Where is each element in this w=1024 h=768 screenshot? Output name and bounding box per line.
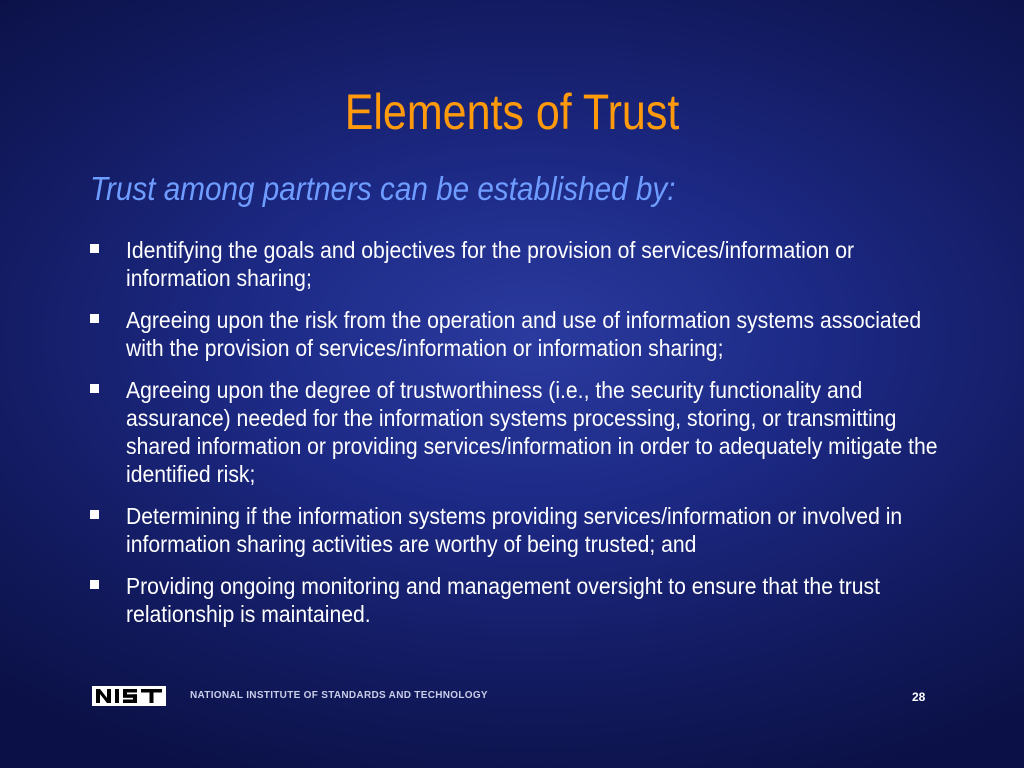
slide-title: Elements of Trust <box>344 84 680 140</box>
bullet-text: Providing ongoing monitoring and management oversight to ensure that the trust relationship is maintained. <box>126 573 880 627</box>
nist-logo <box>92 686 166 706</box>
square-bullet-icon <box>90 384 99 393</box>
bullet-text: Determining if the information systems providing services/information or involved in information sharing activities are worthy of being trusted; and <box>126 503 903 557</box>
bullet-item <box>90 376 970 488</box>
bullet-item <box>90 306 970 362</box>
square-bullet-icon <box>90 510 99 519</box>
slide-subtitle: Trust among partners can be established by: <box>90 170 676 207</box>
bullet-item <box>90 572 970 628</box>
bullet-list <box>90 236 970 642</box>
page-number: 28 <box>912 690 926 704</box>
bullet-item <box>90 502 970 558</box>
square-bullet-icon <box>90 244 99 253</box>
square-bullet-icon <box>90 314 99 323</box>
bullet-text: Identifying the goals and objectives for the provision of services/information or information sharing; <box>126 237 855 291</box>
bullet-item <box>90 236 970 292</box>
square-bullet-icon <box>90 580 99 589</box>
bullet-text: Agreeing upon the risk from the operation and use of information systems associated with the provision of services/information or information sharing; <box>126 307 922 361</box>
bullet-text: Agreeing upon the degree of trustworthiness (i.e., the security functionality and assurance) needed for the information systems processing, storing, or transmitting shared information or providing services/information in order to adequately mitigate the identified risk; <box>126 377 938 487</box>
footer-organization: NATIONAL INSTITUTE OF STANDARDS AND TECHNOLOGY <box>190 690 488 701</box>
